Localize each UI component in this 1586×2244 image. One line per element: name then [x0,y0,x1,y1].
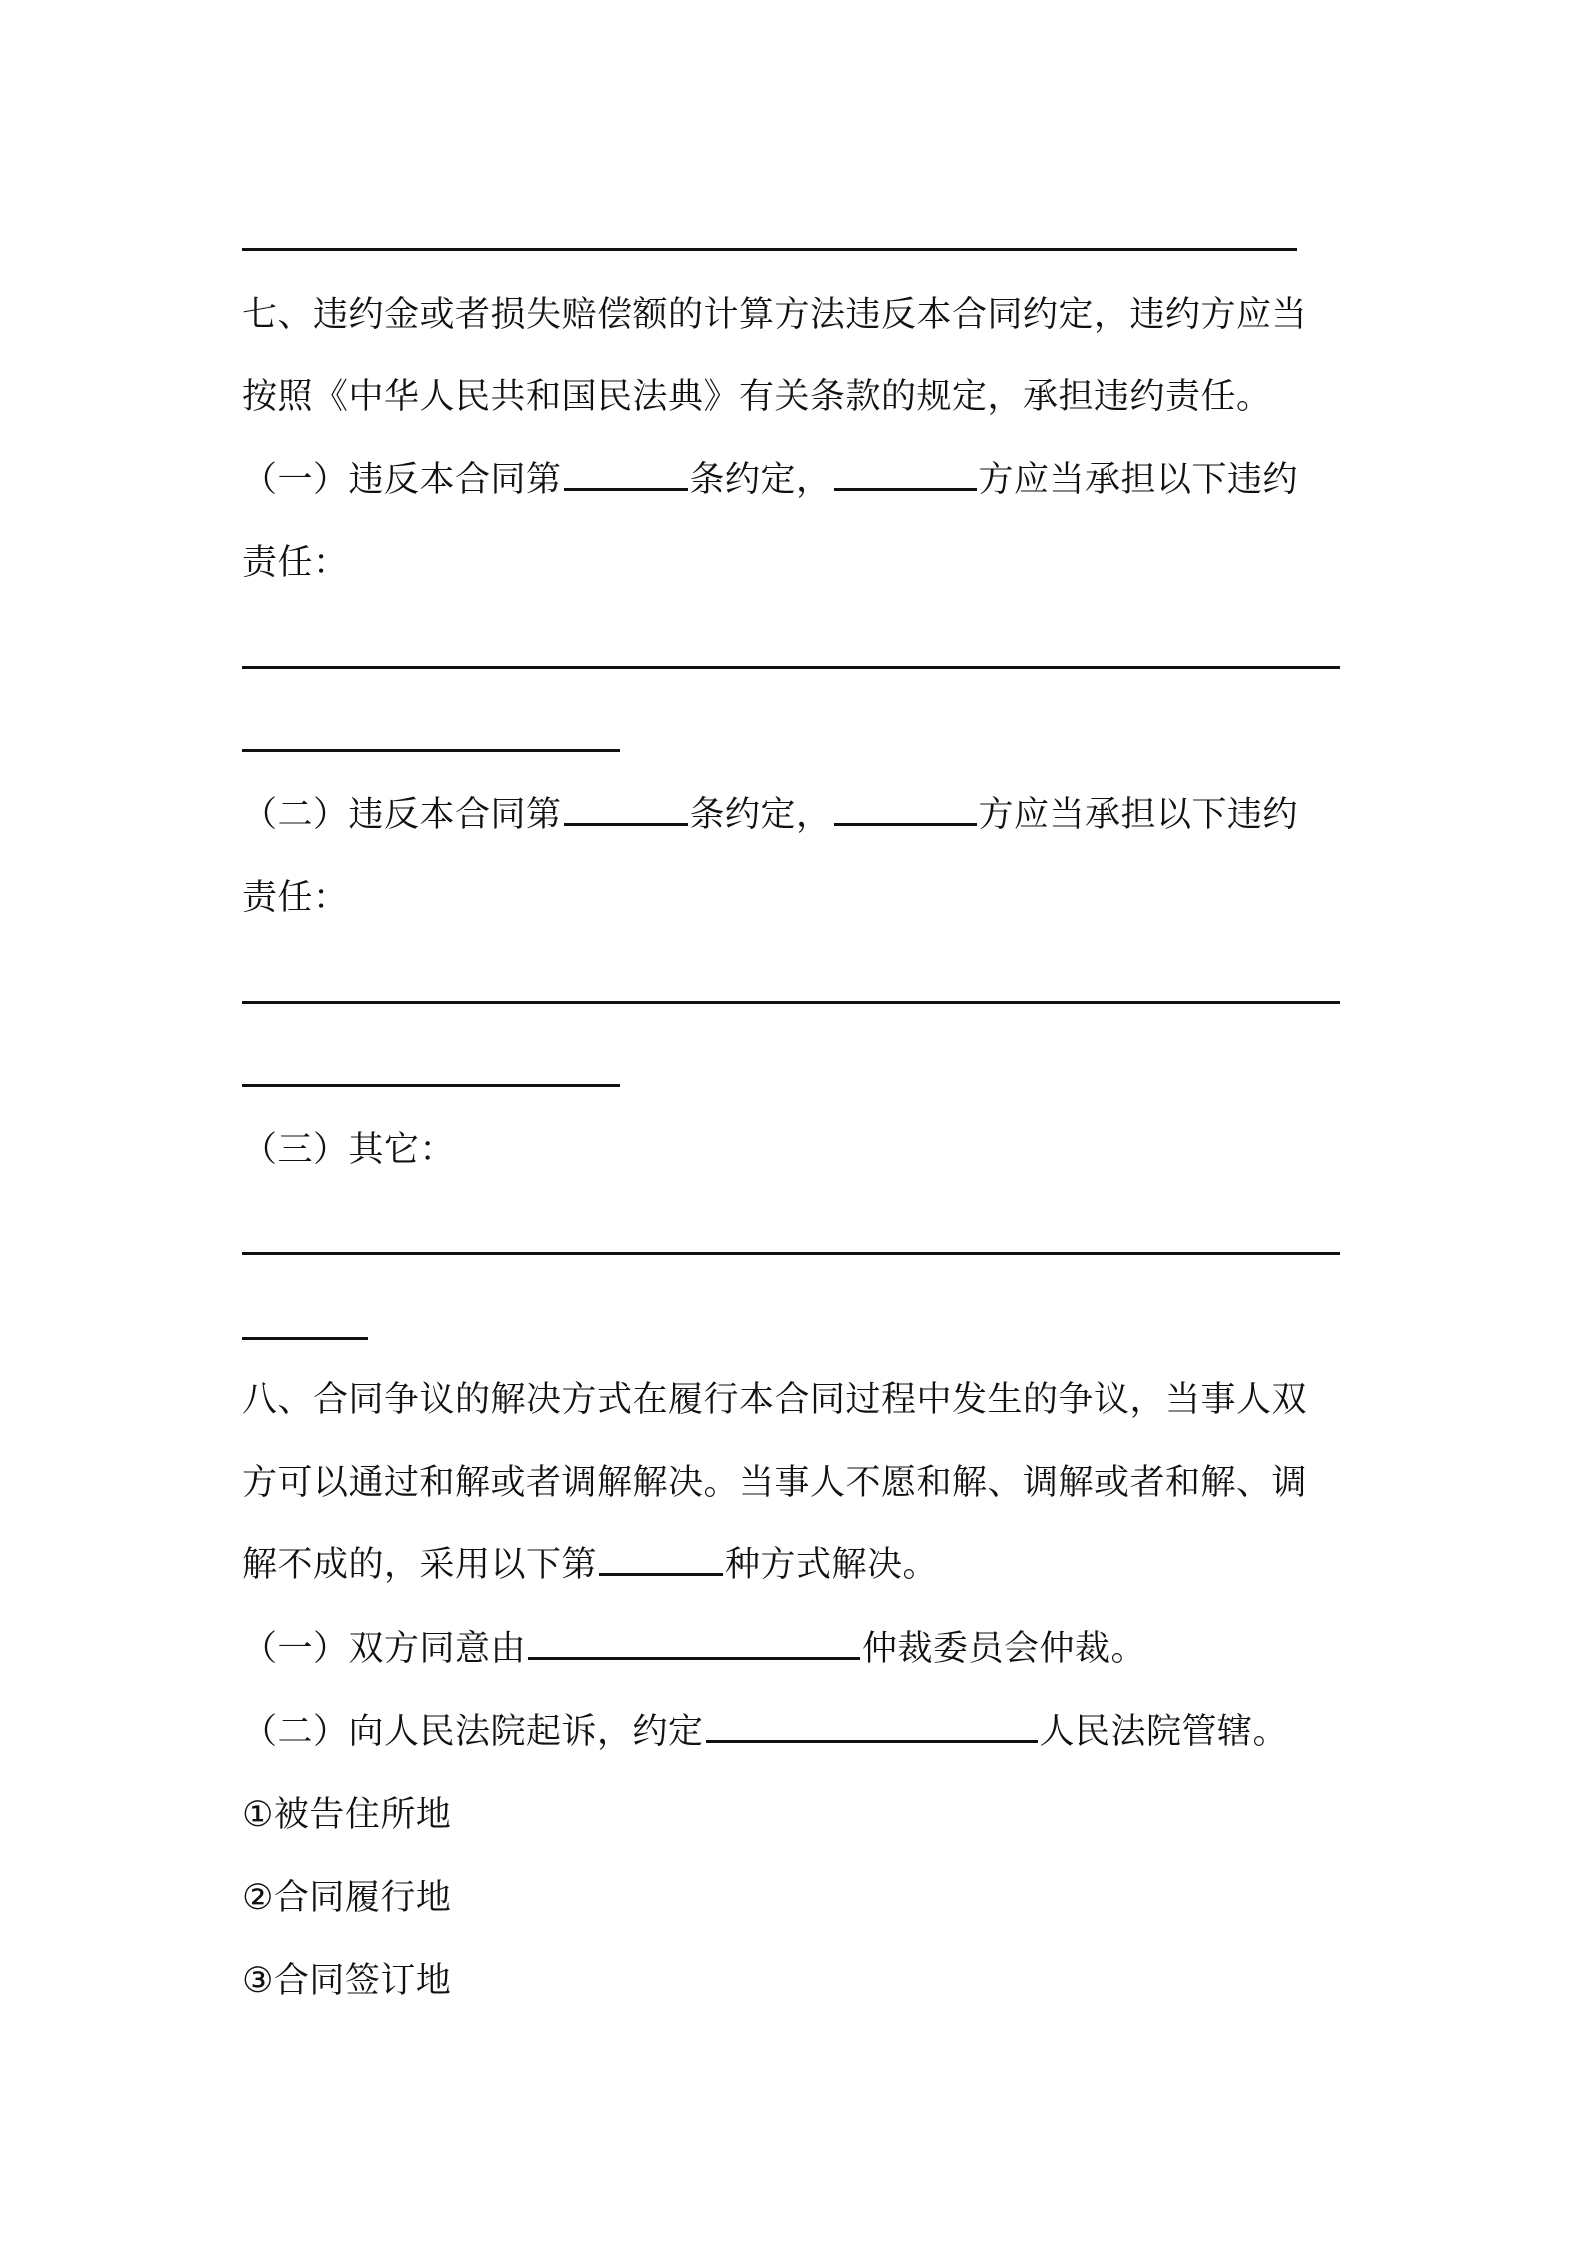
item2-mid: 条约定， [689,795,832,835]
option1-prefix: （一）双方同意由 [242,1629,527,1669]
fill-line[interactable] [242,749,620,752]
section7-item2-continuation: 责任： [242,878,349,918]
section8-heading-line1: 八、合同争议的解决方式在履行本合同过程中发生的争议，当事人双 [242,1380,1308,1420]
item1-prefix: （一）违反本合同第 [242,460,562,500]
party-blank[interactable] [834,793,977,826]
section7-heading-line2: 按照《中华人民共和国民法典》有关条款的规定，承担违约责任。 [242,377,1272,417]
section8-option2 [242,1707,1288,1757]
section8-line3 [242,1540,938,1590]
court-blank[interactable] [706,1710,1038,1743]
arbitration-commission-blank[interactable] [528,1627,860,1660]
fill-line[interactable] [242,1252,1340,1255]
section7-item3: （三）其它： [242,1130,456,1170]
section7-item1 [242,455,1298,505]
option2-prefix: （二）向人民法院起诉，约定 [242,1712,704,1752]
option2-suffix: 人民法院管辖。 [1039,1712,1289,1752]
article-number-blank[interactable] [564,458,688,491]
item2-suffix: 方应当承担以下违约 [978,795,1299,835]
item2-prefix: （二）违反本合同第 [242,795,562,835]
line3-suffix: 种方式解决。 [725,1545,939,1585]
party-blank[interactable] [834,458,977,491]
line3-prefix: 解不成的，采用以下第 [242,1545,598,1585]
fill-line[interactable] [242,1084,620,1087]
section7-item1-continuation: 责任： [242,543,349,583]
fill-line[interactable] [242,1337,368,1340]
fill-line[interactable] [242,666,1340,669]
method-number-blank[interactable] [599,1543,723,1576]
jurisdiction-choice: ②合同履行地 [242,1878,452,1918]
fill-line [242,248,1297,251]
option1-suffix: 仲裁委员会仲裁。 [862,1629,1147,1669]
section7-heading-line1: 七、违约金或者损失赔偿额的计算方法违反本合同约定，违约方应当 [242,295,1308,335]
section8-option1 [242,1624,1146,1674]
item1-suffix: 方应当承担以下违约 [978,460,1299,500]
article-number-blank[interactable] [564,793,688,826]
fill-line[interactable] [242,1001,1340,1004]
jurisdiction-choice: ③合同签订地 [242,1961,452,2001]
section7-item2 [242,790,1298,840]
section8-heading-line2: 方可以通过和解或者调解解决。当事人不愿和解、调解或者和解、调 [242,1463,1308,1503]
item1-mid: 条约定， [689,460,832,500]
jurisdiction-choice: ①被告住所地 [242,1795,452,1835]
